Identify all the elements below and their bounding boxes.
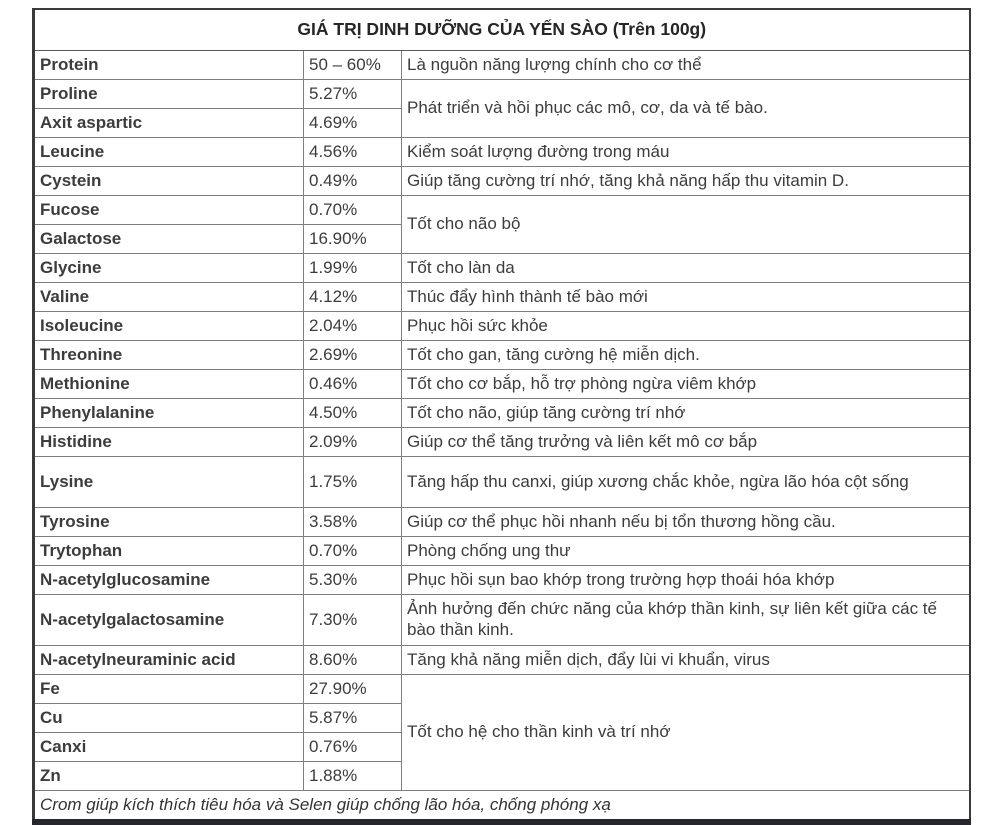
nutrient-value-cell: 27.90% (304, 675, 402, 704)
nutrient-value-cell: 0.49% (304, 167, 402, 196)
nutrient-name-cell: Axit aspartic (34, 109, 304, 138)
nutrient-desc-cell: Là nguồn năng lượng chính cho cơ thể (402, 51, 970, 80)
nutrient-desc-cell: Thúc đẩy hình thành tế bào mới (402, 283, 970, 312)
nutrient-value-cell: 7.30% (304, 595, 402, 646)
table-title: GIÁ TRỊ DINH DƯỠNG CỦA YẾN SÀO (Trên 100g) (34, 9, 970, 51)
nutrient-desc-cell: Tốt cho não, giúp tăng cường trí nhớ (402, 399, 970, 428)
nutrient-name-cell: Lysine (34, 457, 304, 508)
nutrient-value-cell: 16.90% (304, 225, 402, 254)
nutrient-value-cell: 1.99% (304, 254, 402, 283)
nutrient-name-cell: Fucose (34, 196, 304, 225)
table-title-row (34, 9, 970, 51)
nutrient-desc-cell: Tốt cho gan, tăng cường hệ miễn dịch. (402, 341, 970, 370)
table-row (34, 138, 970, 167)
table-row (34, 370, 970, 399)
nutrient-desc-cell: Tăng khả năng miễn dịch, đẩy lùi vi khuẩn, virus (402, 646, 970, 675)
nutrient-name-cell: N-acetylgalactosamine (34, 595, 304, 646)
table-row (34, 283, 970, 312)
nutrient-name-cell: Protein (34, 51, 304, 80)
nutrient-name-cell: N-acetylneuraminic acid (34, 646, 304, 675)
table-row (34, 80, 970, 109)
nutrient-desc-cell: Kiểm soát lượng đường trong máu (402, 138, 970, 167)
nutrient-value-cell: 1.75% (304, 457, 402, 508)
nutrient-value-cell: 4.12% (304, 283, 402, 312)
table-row (34, 595, 970, 646)
nutrient-name-cell: Trytophan (34, 537, 304, 566)
nutrient-name-cell: Proline (34, 80, 304, 109)
table-row (34, 167, 970, 196)
nutrient-value-cell: 5.27% (304, 80, 402, 109)
nutrient-desc-cell: Tốt cho hệ cho thần kinh và trí nhớ (402, 675, 970, 791)
nutrient-value-cell: 5.87% (304, 704, 402, 733)
nutrient-name-cell: Phenylalanine (34, 399, 304, 428)
nutrient-value-cell: 0.70% (304, 537, 402, 566)
table-row (34, 508, 970, 537)
table-row (34, 196, 970, 225)
nutrient-name-cell: Valine (34, 283, 304, 312)
nutrient-name-cell: Leucine (34, 138, 304, 167)
nutrient-desc-cell: Ảnh hưởng đến chức năng của khớp thần kinh, sự liên kết giữa các tế bào thần kinh. (402, 595, 970, 646)
nutrient-name-cell: Zn (34, 762, 304, 791)
table-row (34, 399, 970, 428)
nutrient-name-cell: Canxi (34, 733, 304, 762)
nutrient-desc-cell: Tốt cho làn da (402, 254, 970, 283)
table-row (34, 566, 970, 595)
nutrient-value-cell: 3.58% (304, 508, 402, 537)
nutrient-name-cell: Histidine (34, 428, 304, 457)
table-row (34, 51, 970, 80)
table-row (34, 341, 970, 370)
table-row (34, 675, 970, 704)
nutrient-value-cell: 4.56% (304, 138, 402, 167)
nutrient-desc-cell: Giúp cơ thể tăng trưởng và liên kết mô cơ bắp (402, 428, 970, 457)
table-row (34, 428, 970, 457)
table-footnote: Crom giúp kích thích tiêu hóa và Selen giúp chống lão hóa, chống phóng xạ (34, 791, 970, 823)
table-row (34, 312, 970, 341)
nutrient-value-cell: 0.70% (304, 196, 402, 225)
table-footnote-row (34, 791, 970, 823)
nutrient-value-cell: 0.76% (304, 733, 402, 762)
nutrient-name-cell: Methionine (34, 370, 304, 399)
nutrient-desc-cell: Giúp cơ thể phục hồi nhanh nếu bị tổn thương hồng cầu. (402, 508, 970, 537)
nutrient-name-cell: Cu (34, 704, 304, 733)
nutrient-value-cell: 2.09% (304, 428, 402, 457)
nutrient-desc-cell: Phục hồi sức khỏe (402, 312, 970, 341)
nutrient-name-cell: Tyrosine (34, 508, 304, 537)
nutrient-desc-cell: Tốt cho cơ bắp, hỗ trợ phòng ngừa viêm khớp (402, 370, 970, 399)
nutrient-name-cell: Isoleucine (34, 312, 304, 341)
nutrient-value-cell: 4.50% (304, 399, 402, 428)
table-row (34, 254, 970, 283)
nutrient-name-cell: Threonine (34, 341, 304, 370)
table-row (34, 537, 970, 566)
nutrient-value-cell: 50 – 60% (304, 51, 402, 80)
nutrient-value-cell: 2.69% (304, 341, 402, 370)
nutrient-desc-cell: Phục hồi sụn bao khớp trong trường hợp thoái hóa khớp (402, 566, 970, 595)
nutrient-value-cell: 1.88% (304, 762, 402, 791)
nutrient-desc-cell: Tốt cho não bộ (402, 196, 970, 254)
nutrient-value-cell: 0.46% (304, 370, 402, 399)
nutrient-name-cell: N-acetylglucosamine (34, 566, 304, 595)
nutrient-name-cell: Fe (34, 675, 304, 704)
nutrient-value-cell: 5.30% (304, 566, 402, 595)
nutrient-desc-cell: Tăng hấp thu canxi, giúp xương chắc khỏe, ngừa lão hóa cột sống (402, 457, 970, 508)
table-row (34, 457, 970, 508)
nutrient-name-cell: Glycine (34, 254, 304, 283)
nutrient-value-cell: 2.04% (304, 312, 402, 341)
nutrient-desc-cell: Phòng chống ung thư (402, 537, 970, 566)
nutrient-value-cell: 4.69% (304, 109, 402, 138)
nutrient-value-cell: 8.60% (304, 646, 402, 675)
nutrient-name-cell: Galactose (34, 225, 304, 254)
nutrient-name-cell: Cystein (34, 167, 304, 196)
nutrition-table (32, 8, 971, 825)
nutrient-desc-cell: Phát triển và hồi phục các mô, cơ, da và tế bào. (402, 80, 970, 138)
table-row (34, 646, 970, 675)
nutrient-desc-cell: Giúp tăng cường trí nhớ, tăng khả năng hấp thu vitamin D. (402, 167, 970, 196)
